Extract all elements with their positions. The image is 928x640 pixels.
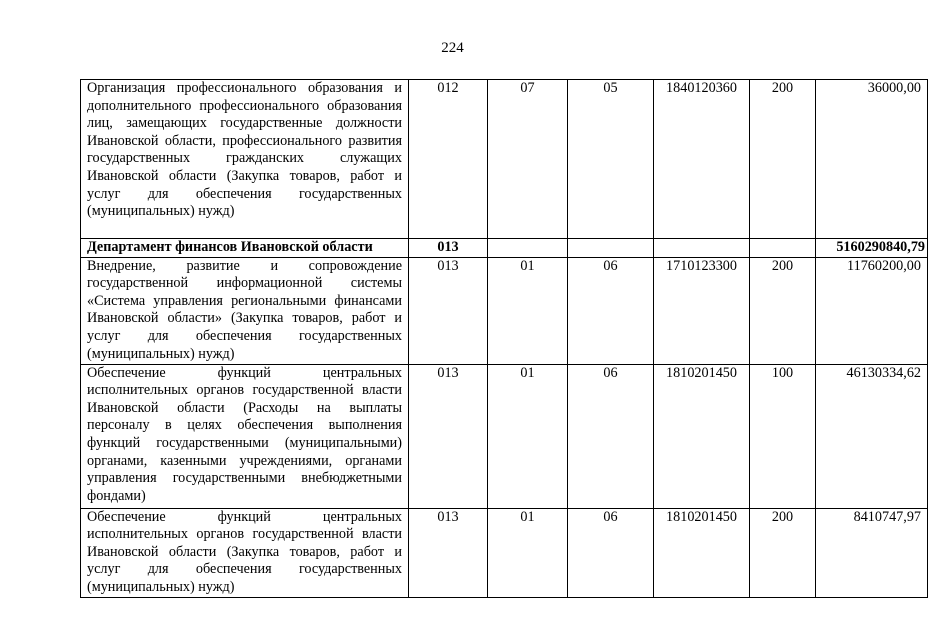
ministry-code-cell: 013 <box>409 257 488 364</box>
expense-name-cell: Организация профессионального образования и дополнительного профессионального образования лиц, замещающих государственные должности Ивановской области, профессионального развития государственных гражданских служащих Ивановской области (Закупка товаров, работ и услуг для обеспечения государственных (муниципальных) нужд) <box>81 80 409 239</box>
section-code-cell: 01 <box>488 508 568 597</box>
expense-type-cell: 200 <box>750 257 816 364</box>
expense-type-cell: 100 <box>750 364 816 508</box>
subsection-code-cell: 05 <box>568 80 654 239</box>
section-code-cell <box>488 239 568 258</box>
amount-cell: 8410747,97 <box>816 508 928 597</box>
amount-cell: 11760200,00 <box>816 257 928 364</box>
target-article-cell <box>654 239 750 258</box>
ministry-code-cell: 013 <box>409 239 488 258</box>
expense-type-cell: 200 <box>750 80 816 239</box>
subsection-code-cell <box>568 239 654 258</box>
ministry-code-cell: 012 <box>409 80 488 239</box>
ministry-code-cell: 013 <box>409 364 488 508</box>
department-name-cell: Департамент финансов Ивановской области <box>81 239 409 258</box>
department-row <box>81 239 928 258</box>
expense-name-cell: Обеспечение функций центральных исполнительных органов государственной власти Ивановской области (Расходы на выплаты персоналу в целях обеспечения выполнения функций государственными (муниципальными) органами, казенными учреждениями, органами управления государственными внебюджетными фондами) <box>81 364 409 508</box>
subsection-code-cell: 06 <box>568 508 654 597</box>
budget-table <box>80 79 928 598</box>
amount-cell: 36000,00 <box>816 80 928 239</box>
section-code-cell: 01 <box>488 364 568 508</box>
table-row <box>81 80 928 239</box>
amount-cell: 46130334,62 <box>816 364 928 508</box>
target-article-cell: 1840120360 <box>654 80 750 239</box>
expense-type-cell: 200 <box>750 508 816 597</box>
table-row <box>81 508 928 597</box>
table-row <box>81 364 928 508</box>
subsection-code-cell: 06 <box>568 257 654 364</box>
page-number: 224 <box>441 40 464 56</box>
expense-name-cell: Внедрение, развитие и сопровождение государственной информационной системы «Система управления региональными финансами Ивановской области» (Закупка товаров, работ и услуг для обеспечения государственных (муниципальных) нужд) <box>81 257 409 364</box>
subsection-code-cell: 06 <box>568 364 654 508</box>
expense-type-cell <box>750 239 816 258</box>
ministry-code-cell: 013 <box>409 508 488 597</box>
expense-name-cell: Обеспечение функций центральных исполнительных органов государственной власти Ивановской области (Закупка товаров, работ и услуг для обеспечения государственных (муниципальных) нужд) <box>81 508 409 597</box>
amount-cell: 5160290840,79 <box>816 239 928 258</box>
target-article-cell: 1810201450 <box>654 508 750 597</box>
section-code-cell: 07 <box>488 80 568 239</box>
table-row <box>81 257 928 364</box>
target-article-cell: 1810201450 <box>654 364 750 508</box>
target-article-cell: 1710123300 <box>654 257 750 364</box>
section-code-cell: 01 <box>488 257 568 364</box>
